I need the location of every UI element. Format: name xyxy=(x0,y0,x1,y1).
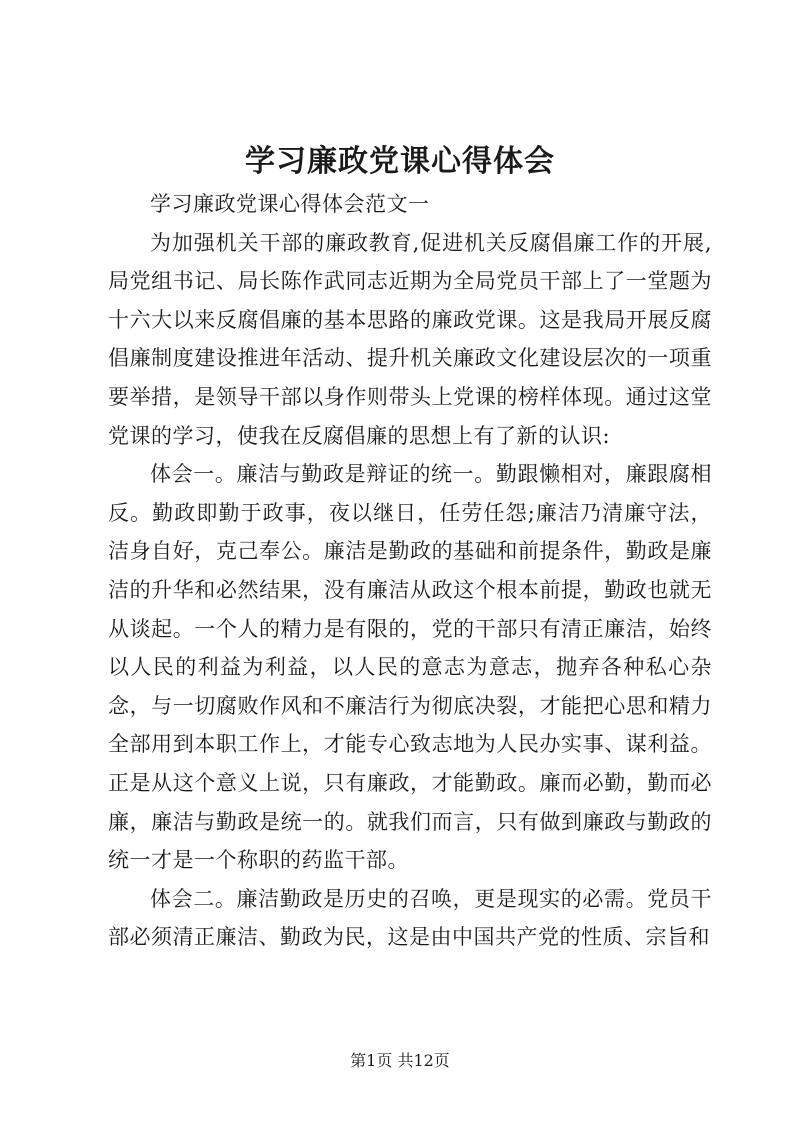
paragraph-subtitle: 学习廉政党课心得体会范文一 xyxy=(150,192,430,216)
paragraph-point-two: 体会二。廉洁勤政是历史的召唤，更是现实的必需。党员干部必须清正廉洁、勤政为民，这是由中国共产党的性质、宗旨和 xyxy=(108,886,712,950)
document-body xyxy=(108,185,712,957)
paragraph-point-one: 体会一。廉洁与勤政是辩证的统一。勤跟懒相对，廉跟腐相反。勤政即勤于政事，夜以继日，任劳任怨;廉洁乃清廉守法，洁身自好，克己奉公。廉洁是勤政的基础和前提条件，勤政是廉洁的升华和必然结果，没有廉洁从政这个根本前提，勤政也就无从谈起。一个人的精力是有限的，党的干部只有清正廉洁，始终以人民的利益为利益，以人民的意志为意志，抛弃各种私心杂念，与一切腐败作风和不廉洁行为彻底决裂，才能把心思和精力全部用到本职工作上，才能专心致志地为人民办实事、谋利益。正是从这个意义上说，只有廉政，才能勤政。廉而必勤，勤而必廉，廉洁与勤政是统一的。就我们而言，只有做到廉政与勤政的统一才是一个称职的药监干部。 xyxy=(108,462,712,873)
document-title: 学习廉政党课心得体会 xyxy=(245,144,555,179)
paragraph-intro: 为加强机关干部的廉政教育,促进机关反腐倡廉工作的开展,局党组书记、局长陈作武同志近期为全局党员干部上了一堂题为十六大以来反腐倡廉的基本思路的廉政党课。这是我局开展反腐倡廉制度建设推进年活动、提升机关廉政文化建设层次的一项重要举措，是领导干部以身作则带头上党课的榜样体现。通过这堂党课的学习，使我在反腐倡廉的思想上有了新的认识: xyxy=(108,230,712,448)
page-number-footer: 第1页 共12页 xyxy=(350,1051,450,1070)
